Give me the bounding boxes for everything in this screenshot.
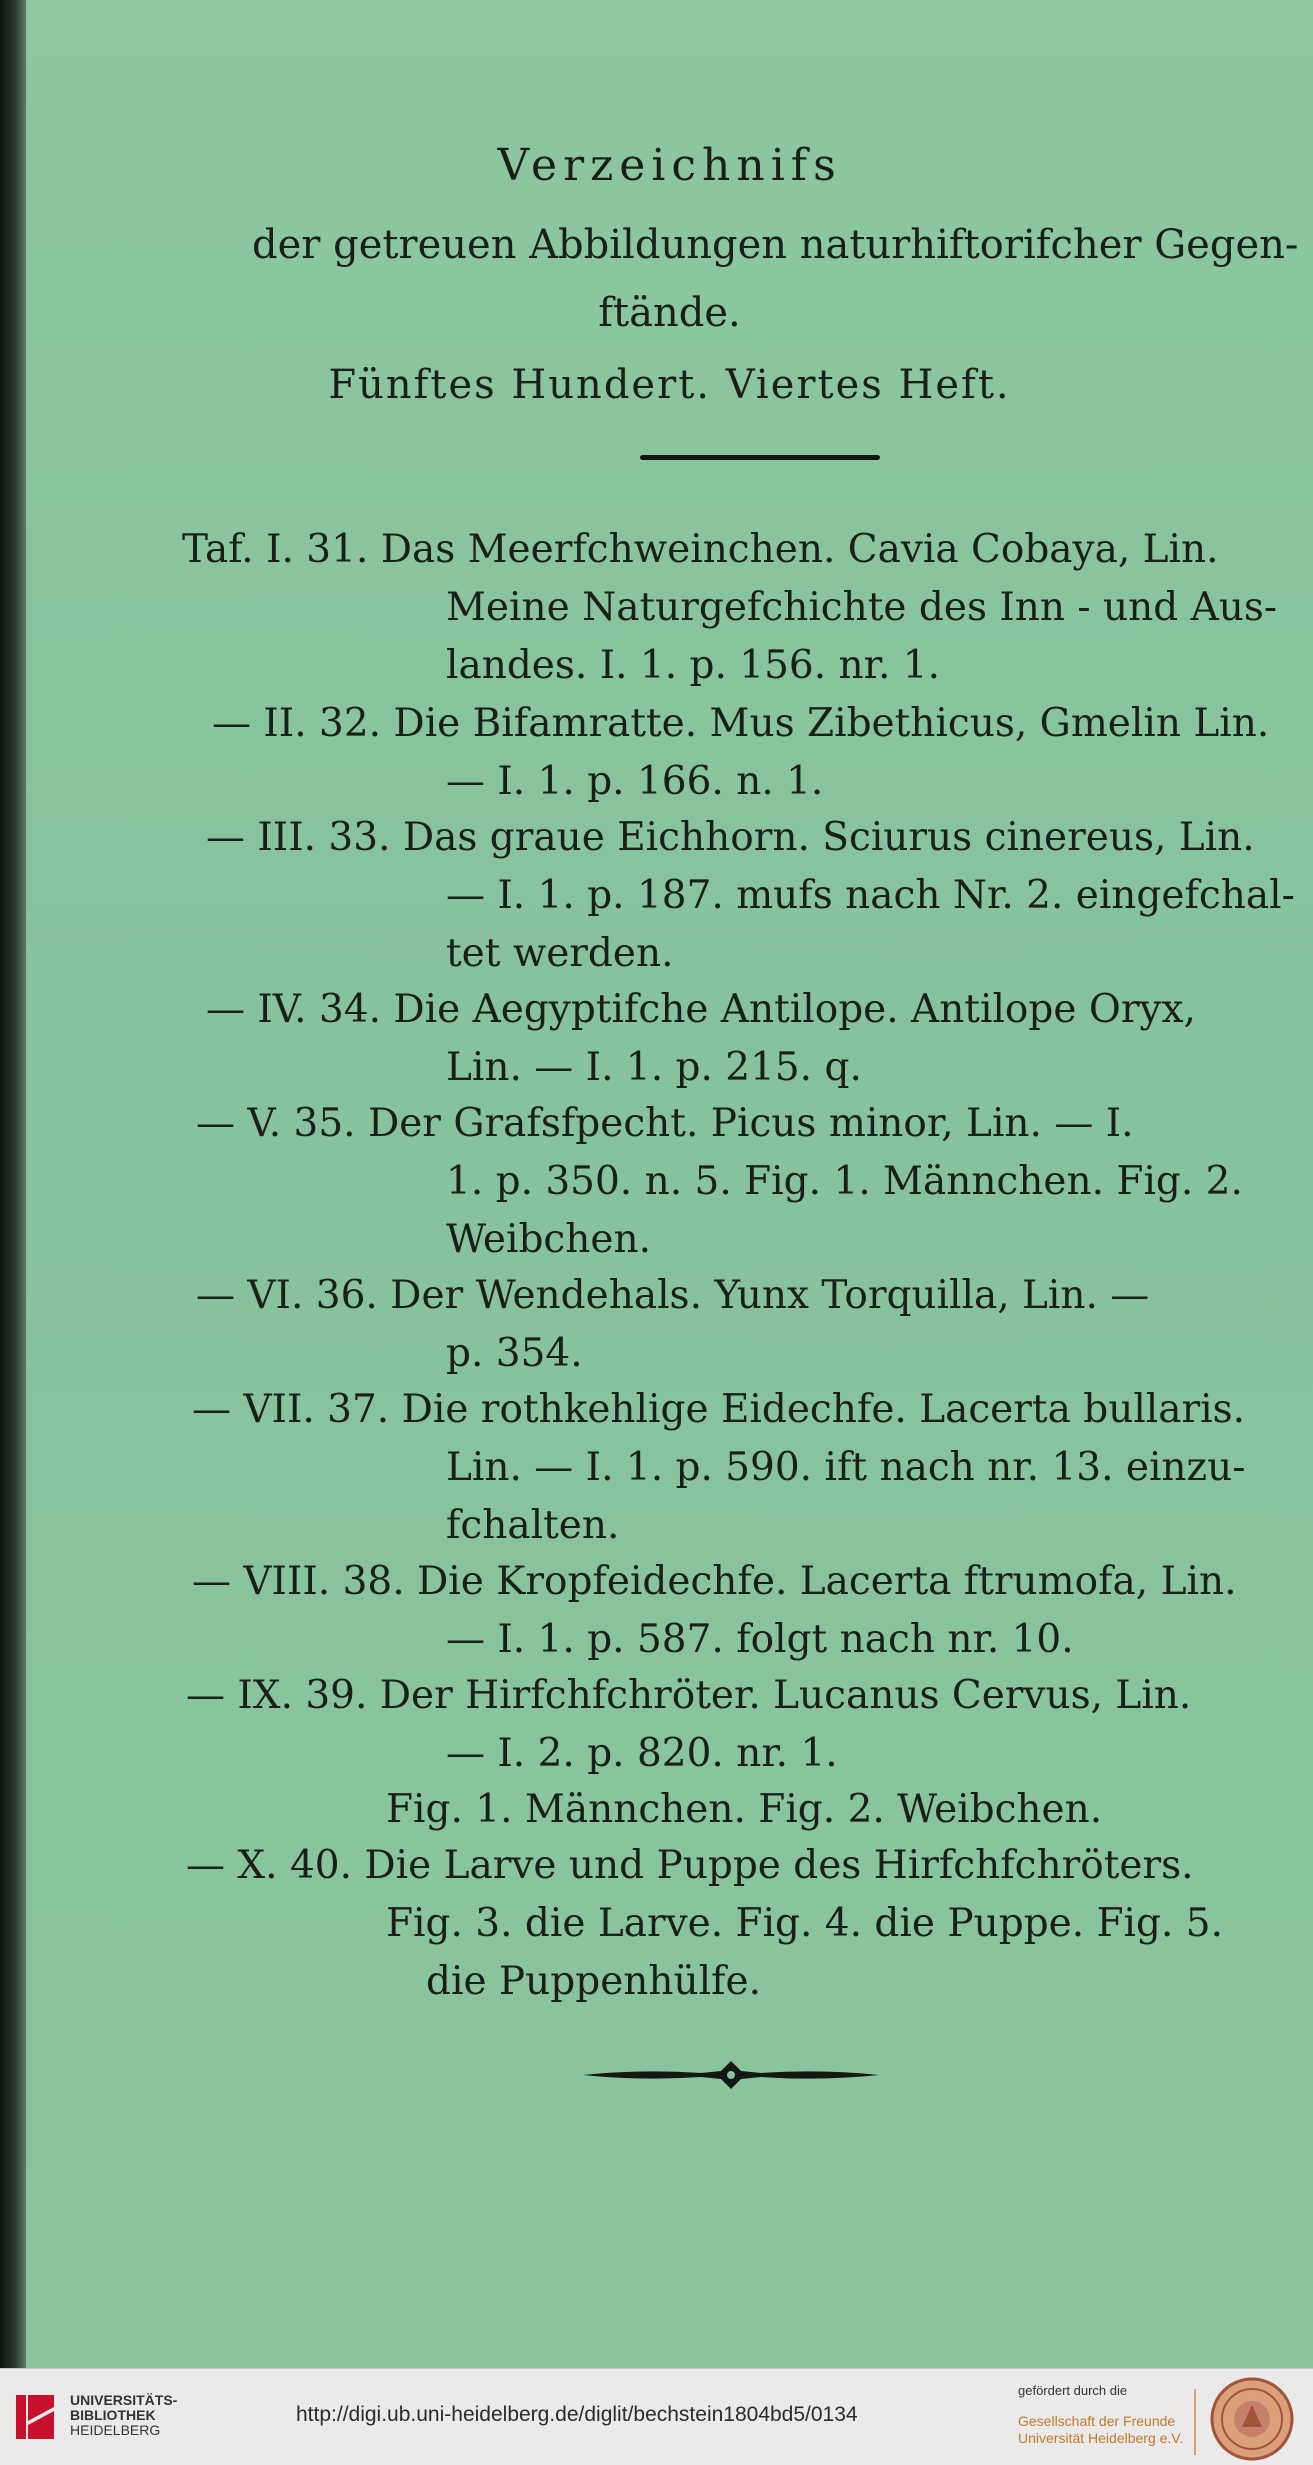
library-name-line: BIBLIOTHEK [70, 2407, 156, 2423]
entry-line: Lin. — I. 1. p. 215. q. [446, 1045, 862, 1090]
university-seal-icon [1210, 2377, 1294, 2461]
library-name-line: UNIVERSITÄTS- [70, 2392, 178, 2408]
library-name-line: HEIDELBERG [70, 2422, 161, 2438]
entry-line: Fig. 3. die Larve. Fig. 4. die Puppe. Fig. 5. [386, 1901, 1223, 1946]
page-title: Verzeichnifs [497, 140, 842, 191]
sponsor-label: gefördert durch die [1018, 2383, 1128, 2398]
entry-line: Taf. I. 31. Das Meerfchweinchen. Cavia Cobaya, Lin. [182, 527, 1219, 572]
entry-line: — I. 2. p. 820. nr. 1. [446, 1731, 838, 1776]
entry-line: — IX. 39. Der Hirfchfchröter. Lucanus Cervus, Lin. [186, 1673, 1192, 1718]
sponsor-society-line: Universität Heidelberg e.V. [1018, 2430, 1184, 2446]
entry-line: Weibchen. [446, 1217, 651, 1262]
closing-ornament [581, 2055, 881, 2095]
entry-line: p. 354. [446, 1331, 583, 1376]
entry-line: — IV. 34. Die Aegyptifche Antilope. Antilope Oryx, [206, 987, 1196, 1032]
sponsor-society [1018, 2413, 1183, 2447]
entry-line: — VII. 37. Die rothkehlige Eidechfe. Lacerta bullaris. [192, 1387, 1246, 1432]
entry-line: — X. 40. Die Larve und Puppe des Hirfchfchröters. [186, 1843, 1194, 1888]
subtitle-line-2: ftände. [598, 290, 741, 336]
permalink-url[interactable]: http://digi.ub.uni-heidelberg.de/diglit/bechstein1804bd5/0134 [296, 2403, 858, 2426]
entry-line: tet werden. [446, 931, 674, 976]
entry-line: — I. 1. p. 166. n. 1. [446, 759, 824, 804]
entry-line: Lin. — I. 1. p. 590. ift nach nr. 13. einzu- [446, 1445, 1246, 1490]
entry-line: Fig. 1. Männchen. Fig. 2. Weibchen. [386, 1787, 1103, 1832]
heft-heading: Fünftes Hundert. Viertes Heft. [328, 362, 1011, 408]
entry-line: — V. 35. Der Grafsfpecht. Picus minor, Lin. — I. [196, 1101, 1134, 1146]
entry-line: 1. p. 350. n. 5. Fig. 1. Männchen. Fig. 2. [446, 1159, 1243, 1204]
entry-line: fchalten. [446, 1503, 620, 1548]
entry-line: die Puppenhülfe. [426, 1959, 762, 2004]
entry-line: — VIII. 38. Die Kropfeidechfe. Lacerta ftrumofa, Lin. [192, 1559, 1237, 1604]
entry-line: — I. 1. p. 187. mufs nach Nr. 2. eingefchal- [446, 873, 1295, 918]
entry-line: — VI. 36. Der Wendehals. Yunx Torquilla, Lin. — [196, 1273, 1150, 1318]
entry-line: — III. 33. Das graue Eichhorn. Sciurus cinereus, Lin. [206, 815, 1255, 860]
digitization-footer [0, 2368, 1313, 2465]
decorative-rule [640, 455, 880, 460]
subtitle-line-1: der getreuen Abbildungen naturhiftorifcher Gegen- [252, 222, 1299, 268]
footer-divider [1194, 2389, 1196, 2455]
entry-line: landes. I. 1. p. 156. nr. 1. [446, 643, 940, 688]
sponsor-society-line: Gesellschaft der Freunde [1018, 2413, 1176, 2429]
library-name [70, 2393, 177, 2438]
book-spine-shadow [0, 0, 26, 2368]
library-logo-icon [14, 2391, 56, 2443]
book-page [26, 0, 1313, 2368]
entry-line: — I. 1. p. 587. folgt nach nr. 10. [446, 1617, 1074, 1662]
entry-line: — II. 32. Die Bifamratte. Mus Zibethicus, Gmelin Lin. [212, 701, 1270, 746]
entry-line: Meine Naturgefchichte des Inn - und Aus- [446, 585, 1278, 630]
